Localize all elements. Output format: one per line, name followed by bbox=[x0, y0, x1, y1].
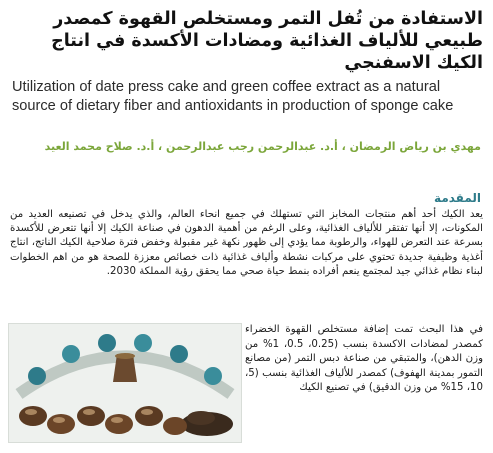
label-circle-5 bbox=[170, 345, 188, 363]
study-paragraph: في هذا البحث تمت إضافة مستخلص القهوة الخضراء كمصدر لمضادات الاكسدة بنسب (0.25، 0.5، 1% من وزن الدهن)، والمتبقي من صناعة دبس التمر (من مصانع التمور بمدينة الهفوف) كمصدر للألياف الغذائية بنسب (5، 10، 15% من وزن الدقيق) في تصنيع الكيك bbox=[245, 324, 483, 394]
figure-infographic bbox=[8, 323, 242, 443]
coffee-beans-top bbox=[187, 411, 215, 425]
introduction-heading: المقدمة bbox=[434, 191, 481, 205]
introduction-paragraph: يعد الكيك أحد أهم منتجات المخابز التي تستهلك في جميع انحاء العالم، والذي يدخل في تصنيعه العديد من المكونات، إلا أنها تفتقر للألياف الغذائية، وعلى الرغم من أهمية الدهون في صناعة الكيك إلا أنها تتعرض للأكسدة بسرعة عند التعرض للهواء، والرطوبة مما يؤدي إلى ظهور نكهة غير مقبولة وخفض فترة صلاحية الكيك الناتج، انتاج أغذية وظيفية جديدة تحتوي على مركبات نشطة وألياف غذائية ذات خصائص معززة للصحة هو من اهم الخطوات لبناء نظام غذائي جيد لمجتمع ينعم أفراده بنمط حياة صحي مما يحقق رؤية المملكة 2030. bbox=[10, 209, 483, 277]
label-circle-3 bbox=[98, 334, 116, 352]
cake-sample-3 bbox=[77, 406, 105, 426]
label-circle-1 bbox=[28, 367, 46, 385]
cake-sample-2 bbox=[47, 414, 75, 434]
authors-line: مهدي بن رياض الرمضان ، أ.د. عبدالرحمن رجب عبدالرحمن ، أ.د. صلاح محمد العيد bbox=[44, 140, 481, 153]
label-circle-6 bbox=[204, 367, 222, 385]
article-title-english: Utilization of date press cake and green coffee extract as a natural source of dietary fiber and antioxidants in production of sponge cake bbox=[12, 79, 454, 114]
label-circle-2 bbox=[62, 345, 80, 363]
coffee-beans-image bbox=[115, 353, 135, 359]
article-title-arabic: الاستفادة من تُفل التمر ومستخلص القهوة كمصدر طبيعي للألياف الغذائية ومضادات الأكسدة في انتاج الكيك الاسفنجي bbox=[51, 9, 483, 73]
cake-sample-6 bbox=[163, 417, 187, 435]
cake-sample-5 bbox=[135, 406, 163, 426]
cake-samples-infographic-image bbox=[9, 324, 241, 442]
cake-sample-1 bbox=[19, 406, 47, 426]
label-circle-4 bbox=[134, 334, 152, 352]
cake-samples-row bbox=[19, 406, 187, 435]
cake-sample-4 bbox=[105, 414, 133, 434]
